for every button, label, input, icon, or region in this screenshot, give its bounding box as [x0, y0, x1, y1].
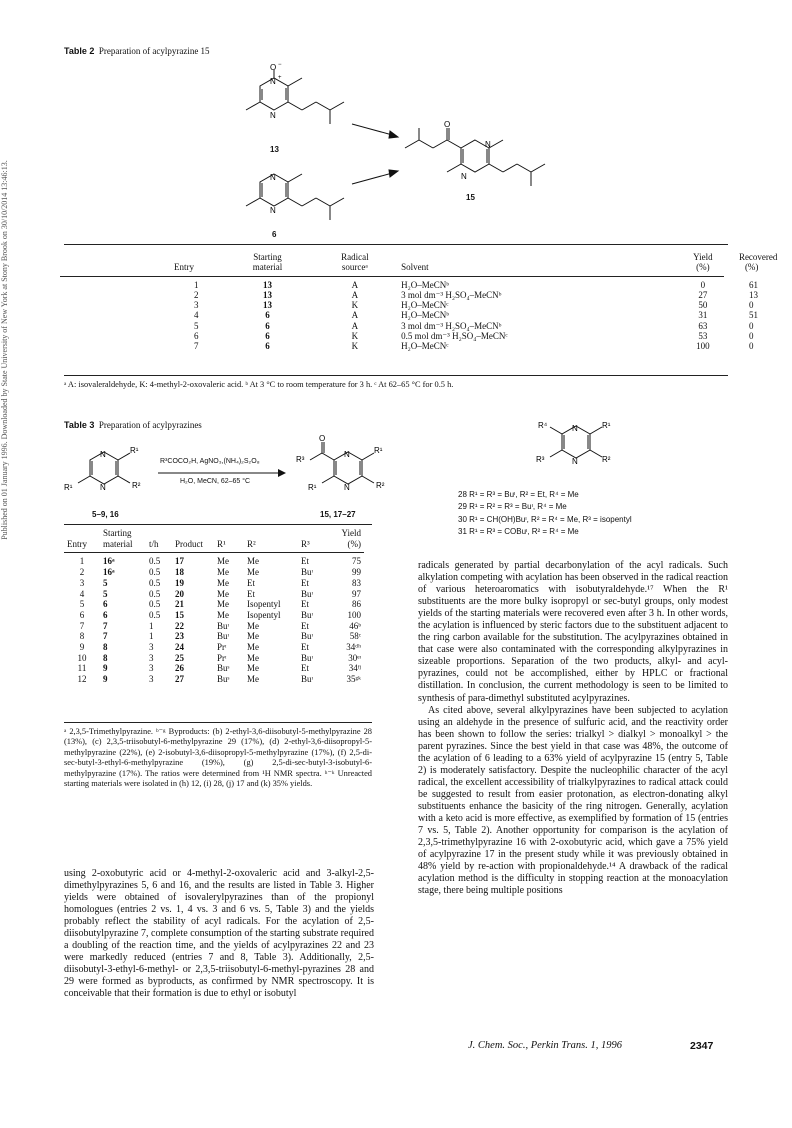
byproduct-29: 29 R¹ = R² = R³ = Buᶦ, R⁴ = Me — [458, 502, 567, 512]
table2-cell-source: K — [351, 341, 359, 352]
svg-text:R²: R² — [132, 481, 141, 490]
table3-header-r2: R² — [247, 538, 256, 549]
table2-cell-solvent: 3 mol dm⁻³ H₂SO₄–MeCNᵇ — [401, 320, 502, 331]
table3-cell-yield: 34ᵈʰ — [346, 642, 361, 653]
byproduct-28: 28 R¹ = R³ = Buᶦ, R² = Et, R⁴ = Me — [458, 490, 579, 499]
svg-text:−: − — [278, 62, 282, 68]
table3-cell-entry: 11 — [77, 663, 87, 674]
table3-cell-entry: 3 — [79, 577, 85, 588]
table2 — [170, 252, 792, 352]
table2-header-source: sourceᵃ — [341, 262, 368, 273]
table3-cell-r1: Buᶦ — [217, 620, 229, 631]
table3-caption-label: Table 3 — [64, 420, 95, 430]
table3-cell-r1: Me — [217, 567, 229, 578]
table2-cell-entry: 6 — [193, 331, 199, 342]
table3-cell-r1: Buˢ — [217, 663, 230, 674]
table3-cell-material: 16ᵃ — [103, 556, 115, 567]
table3-cell-yield: 99 — [352, 567, 361, 578]
table3-cell-t: 0.5 — [149, 599, 161, 610]
compound-6-drawing — [240, 172, 360, 232]
table2-row — [170, 321, 792, 331]
table3-row — [64, 589, 364, 600]
table2-cell-entry: 1 — [193, 279, 199, 290]
table2-caption — [64, 46, 210, 56]
table3-cell-entry: 1 — [79, 556, 85, 567]
table3-cell-r1: Me — [217, 609, 229, 620]
table2-cell-recovered: 0 — [748, 320, 754, 331]
table3-cell-r3: Et — [301, 577, 309, 588]
table3-header-product: Product — [175, 538, 203, 549]
table3-header-row-2 — [64, 539, 364, 550]
table2-cell-recovered: 0 — [748, 300, 754, 311]
table2-cell-material: 13 — [263, 300, 273, 311]
table3-row — [64, 556, 364, 567]
table3-cell-r1: Me — [217, 556, 229, 567]
svg-text:R⁴: R⁴ — [538, 421, 548, 430]
table3-cell-t: 3 — [149, 674, 154, 685]
table3-start-label: 5–9, 16 — [92, 510, 119, 519]
table3-cell-product: 24 — [175, 642, 184, 653]
byproduct-30: 30 R¹ = CH(OH)Buᶦ, R² = R⁴ = Me, R³ = isopentyl — [458, 514, 632, 524]
table3-cell-r1: Prᶦ — [217, 652, 227, 663]
table2-bottom-rule — [64, 375, 728, 376]
table3-cell-yield: 34ᶠʲ — [348, 663, 361, 674]
journal-reference — [468, 1040, 622, 1051]
table3-header-yield-unit: (%) — [347, 538, 361, 549]
table3-cell-r3: Buᶦ — [301, 567, 313, 578]
table2-cell-solvent: 0.5 mol dm⁻³ H₂SO₄–MeCNᶜ — [401, 331, 508, 342]
table3-cell-r2: Me — [247, 674, 259, 685]
body-right-column — [418, 560, 728, 897]
table3-cell-product: 22 — [175, 620, 184, 631]
svg-text:R²: R² — [602, 455, 611, 464]
table2-cell-yield: 53 — [698, 331, 708, 342]
table3-cell-r2: Et — [247, 577, 255, 588]
table3-cell-r2: Me — [247, 556, 259, 567]
table3-cell-r1: Me — [217, 588, 229, 599]
table2-cell-recovered: 61 — [748, 279, 758, 290]
table2-header-material: material — [252, 262, 283, 273]
table3-cell-entry: 9 — [79, 642, 85, 653]
table3-cell-yield: 83 — [352, 577, 361, 588]
table2-row — [170, 290, 792, 300]
table3-cell-material: 9 — [103, 663, 108, 674]
table2-cell-yield: 31 — [698, 310, 708, 321]
table3-footnote: ᵃ 2,3,5-Trimethylpyrazine. ᵇ⁻ᵍ Byproducts: (b) 2-ethyl-3,6-diisobutyl-5-methylpyrazine 28 (13%), (c) 2,3,5-triisobutyl-6-methylpyrazine 29 (17%), (d) 2-ethyl-3,6-diisopropyl-5-methylpyrazine (22%), (e) 2-isobutyl-3,6-diisopropyl-5-methylpyrazine (17%), (f) 2,5-di-sec-butyl-3-ethyl-6-methylpyrazine (19%), (g) 2,5-di-sec-butyl-3-isobutyl-6-methylpyrazine (17%). The ratios were determined from ¹H NMR spectra. ʰ⁻ᵏ Unreacted starting materials were isolated in (h) 12, (i) 28, (j) 17 and (k) 35% yields. — [64, 727, 372, 789]
table3-header-material: material — [103, 538, 133, 549]
table3-header-starting: Starting — [103, 528, 132, 538]
table2-cell-yield: 63 — [698, 320, 708, 331]
table2-header-yield: Yield — [693, 252, 713, 262]
table3-cell-t: 0.5 — [149, 567, 161, 578]
table3-reagent-1: R³COCO₂H, AgNO₃,(NH₄)₂S₂O₈ — [160, 458, 260, 465]
table2-cell-material: 6 — [265, 341, 270, 352]
table2-cell-solvent: H₂O–MeCNᵇ — [401, 279, 450, 290]
compound-15-drawing — [405, 120, 555, 200]
table3-cell-yield: 86 — [352, 599, 361, 610]
byproduct-drawing — [530, 418, 640, 478]
table3-cell-entry: 7 — [79, 620, 85, 631]
table3-header-r3: R³ — [301, 538, 310, 549]
table3-cell-r1: Buˢ — [217, 674, 230, 685]
table3-arrow — [158, 468, 288, 478]
svg-text:N: N — [485, 140, 491, 149]
svg-text:N: N — [344, 450, 350, 459]
table3-row — [64, 621, 364, 632]
table2-header-starting: Starting — [253, 252, 282, 262]
table3-cell-r2: Me — [247, 652, 259, 663]
table3-cell-r1: Me — [217, 577, 229, 588]
table3-cell-entry: 12 — [77, 674, 87, 685]
table3-cell-entry: 2 — [79, 567, 85, 578]
table3-body — [64, 556, 364, 684]
compound-15-structure — [405, 120, 555, 205]
table3-row — [64, 631, 364, 642]
table3-row — [64, 674, 364, 685]
table3-product-label: 15, 17–27 — [320, 510, 356, 519]
svg-text:N: N — [100, 483, 106, 492]
table3-cell-r3: Et — [301, 620, 309, 631]
svg-text:R²: R² — [376, 481, 385, 490]
svg-text:N: N — [572, 457, 578, 466]
table3-cell-material: 5 — [103, 577, 108, 588]
table3-cell-t: 0.5 — [149, 609, 161, 620]
table2-cell-recovered: 13 — [748, 289, 758, 300]
table3-reagent-2: H₂O, MeCN, 62–65 °C — [180, 478, 251, 485]
table3-cell-r3: Et — [301, 599, 309, 610]
table3-cell-r3: Et — [301, 556, 309, 567]
table2-cell-material: 13 — [263, 279, 273, 290]
table3-cell-entry: 4 — [79, 588, 85, 599]
svg-text:R¹: R¹ — [64, 483, 73, 492]
table2-cell-entry: 5 — [193, 320, 199, 331]
body-left-column — [64, 868, 374, 1001]
table2-header-radical: Radical — [341, 252, 369, 262]
table2-cell-source: K — [351, 331, 359, 342]
journal-name: J. Chem. Soc., Perkin Trans. 1, 1996 — [468, 1040, 622, 1051]
table3-cell-t: 3 — [149, 663, 154, 674]
svg-text:R¹: R¹ — [130, 446, 139, 455]
table2-cell-yield: 27 — [698, 289, 708, 300]
table2-header-yield-unit: (%) — [696, 262, 710, 273]
table2-cell-entry: 2 — [193, 289, 199, 300]
table2-body — [170, 280, 792, 352]
table3-cell-entry: 8 — [79, 631, 85, 642]
svg-text:R¹: R¹ — [308, 483, 317, 492]
reaction-arrows — [350, 120, 410, 190]
table2-cell-material: 6 — [265, 310, 270, 321]
table3-cell-r3: Buᶦ — [301, 588, 313, 599]
byproduct-31: 31 R¹ = R³ = COBuᶦ, R² = R⁴ = Me — [458, 526, 579, 536]
table3-header-entry: Entry — [67, 538, 87, 549]
svg-text:N: N — [270, 77, 276, 86]
table2-cell-entry: 3 — [193, 300, 199, 311]
table3-cell-product: 20 — [175, 588, 184, 599]
compound-6-structure — [240, 172, 360, 237]
table3-cell-material: 6 — [103, 609, 108, 620]
table3-product-drawing — [296, 434, 406, 508]
table2-cell-material: 6 — [265, 331, 270, 342]
table3-cell-r1: Me — [217, 599, 229, 610]
table2-cell-source: A — [351, 310, 359, 321]
table3-cell-t: 3 — [149, 652, 154, 663]
table3-row — [64, 578, 364, 589]
table3-product-structure — [296, 434, 406, 513]
table3-cell-yield: 100 — [347, 609, 361, 620]
table3-cell-entry: 10 — [77, 652, 87, 663]
table3-cell-r3: Buᶦ — [301, 631, 313, 642]
table3-cell-t: 1 — [149, 631, 154, 642]
table3-cell-yield: 35ᵍᵏ — [346, 674, 361, 685]
svg-text:N: N — [100, 450, 106, 459]
table3-cell-r2: Et — [247, 588, 255, 599]
table3-cell-r2: Me — [247, 642, 259, 653]
table3-top-rule — [64, 524, 372, 525]
body-right-paragraph-2: As cited above, several alkylpyrazines have been subjected to acylation using an aldehyde in the presence of sulfuric acid, and the reactivity order has been shown to follow the series: trialkyl > dialkyl > monoalkyl > the parent pyrazines. Since the best yield in that case was 48%, the outcome of the acylation of 6 leading to a 63% yield of acylpyrazine 15 (entry 5, Table 2) is moderately satisfactory. Despite the nucleophilic character of the acyl radical, the excellent accessibility of trialkylpyrazines to radical attack could be suggested to result from easier protonation, as electron-donating alkyl substituents enhance the basicity of the ring nitrogen. Generally, acylation with a keto acid is more effective, as exemplified by formation of 15 (entries 7 vs. 5, Table 2). Another opportunity for comparison is the acylation of 2,3,5-trimethylpyrazine 16 with 2-oxobutyric acid, which gave a 75% yield of acylpyrazine 17 in the present study while it was previously obtained in 48% yield by re-action with propionaldehyde.¹⁴ A drawback of the radical acylation method is the difficulty in stopping reaction at the monoacylation stage, there being multiple positions — [418, 704, 728, 897]
table2-cell-solvent: 3 mol dm⁻³ H₂SO₄–MeCNᵇ — [401, 289, 502, 300]
table2-row — [170, 300, 792, 310]
page-number: 2347 — [690, 1040, 714, 1052]
table3-cell-r1: Prᶦ — [217, 642, 227, 653]
table3-cell-material: 7 — [103, 620, 108, 631]
table3-cell-t: 0.5 — [149, 588, 161, 599]
table3-cell-material: 7 — [103, 631, 108, 642]
table3-start-structure — [64, 446, 164, 511]
table3-cell-material: 8 — [103, 652, 108, 663]
svg-text:N: N — [270, 206, 276, 215]
table3-cell-r2: Isopentyl — [247, 609, 281, 620]
table2-row — [170, 341, 792, 351]
table3-cell-r2: Me — [247, 663, 259, 674]
compound-15-label: 15 — [466, 193, 475, 202]
table2-cell-entry: 4 — [193, 310, 199, 321]
table2-cell-solvent: H₂O–MeCNᶜ — [401, 300, 449, 311]
table2-cell-source: A — [351, 320, 359, 331]
table3-header-r1: R¹ — [217, 538, 226, 549]
table3-cell-yield: 58ᶜ — [349, 631, 361, 642]
compound-6-label: 6 — [272, 230, 277, 239]
table3-row — [64, 663, 364, 674]
table3-cell-material: 6 — [103, 599, 108, 610]
svg-text:+: + — [278, 75, 282, 81]
table3-cell-r2: Me — [247, 567, 259, 578]
table3-cell-yield: 46ᵇ — [349, 620, 361, 631]
table3-cell-t: 0.5 — [149, 577, 161, 588]
table3-cell-r3: Buᶦ — [301, 674, 313, 685]
table3-cell-yield: 75 — [352, 556, 361, 567]
table3-cell-r3: Buᶦ — [301, 609, 313, 620]
table3-row — [64, 567, 364, 578]
table3-cell-product: 25 — [175, 652, 184, 663]
svg-text:O: O — [319, 434, 326, 443]
table3-cell-yield: 97 — [352, 588, 361, 599]
table3-cell-r3: Et — [301, 663, 309, 674]
table3-bottom-rule — [64, 722, 372, 723]
table3-cell-product: 26 — [175, 663, 184, 674]
body-left-paragraph: using 2-oxobutyric acid or 4-methyl-2-oxovaleric acid and 3-alkyl-2,5-dimethylpyrazines 5, 6 and 16, and the results are listed in Table 3. Higher yields were obtained of isovalerylpyrazines than of the propionyl homologues (entries 2 vs. 1, 4 vs. 3 and 6 vs. 5, Table 3) and the yields probably reflect the stability of acyl radicals. For the acylation of 2,5-diisobutylpyrazine 7, complete consumption of the starting substrate required a doubling of the reaction time, and the yields of acylpyrazines 22 and 23 were markedly reduced (entries 7 and 8, Table 3). Additionally, 2,5-diisobutyl-3-ethyl-6-methyl- or 2,3,5-triisobutyl-6-methyl-pyrazines 28 and 29 were formed as byproducts, as confirmed by NMR spectroscopy. It is conceivable that their formation is due to ethyl or isobutyl — [64, 868, 374, 1000]
table3-cell-r2: Me — [247, 620, 259, 631]
table2-header-recovered-unit: (%) — [744, 262, 759, 273]
table2-cell-solvent: H₂O–MeCNᵇ — [401, 310, 450, 321]
svg-text:N: N — [270, 173, 276, 182]
table3-cell-t: 3 — [149, 642, 154, 653]
table2-cell-material: 13 — [263, 289, 273, 300]
table3-cell-t: 1 — [149, 620, 154, 631]
table3-start-drawing — [64, 446, 164, 506]
table3-cell-t: 0.5 — [149, 556, 161, 567]
table2-top-rule — [64, 244, 728, 245]
svg-text:O: O — [444, 120, 451, 129]
table2-cell-yield: 50 — [698, 300, 708, 311]
table2-cell-yield: 100 — [696, 341, 710, 352]
table3-caption-text: Preparation of acylpyrazines — [98, 420, 202, 430]
table3-cell-r2: Isopentyl — [247, 599, 281, 610]
table2-cell-entry: 7 — [193, 341, 199, 352]
svg-text:N: N — [461, 172, 467, 181]
table3-row — [64, 599, 364, 610]
table3-caption — [64, 420, 202, 430]
table3-cell-entry: 6 — [79, 609, 85, 620]
table2-cell-source: K — [351, 300, 359, 311]
body-right-paragraph-1: radicals generated by partial decarbonylation of the acyl radicals. Such alkylation competing with acylation has been observed in the radical reaction of various heteroaromatics with isobutyraldehyde.¹⁷ When the R¹ substituents are the more bulky isopropyl or sec-butyl groups, only modest yields of the starting materials were recovered even after 3 h. In other words, the acylation is influenced by steric factors due to the substituent adjacent to the ring carbon available for the substitution. The acylpyrazines obtained in that case were also contaminated with the corresponding alkylpyrazines in sizeable proportions. Separation of the two products, alkyl- and acyl-pyrazines, could not be accomplished, either by HPLC or fractional distillation. In conclusion, the current methodology is seen to be limited to synthesis of para-dimethyl substituted acylpyrazines. — [418, 560, 728, 704]
table2-cell-source: A — [351, 279, 359, 290]
table3-cell-product: 18 — [175, 567, 184, 578]
svg-text:N: N — [344, 483, 350, 492]
table2-caption-label: Table 2 — [64, 46, 95, 56]
table2-cell-source: A — [351, 289, 359, 300]
table3-row — [64, 653, 364, 664]
table2-cell-material: 6 — [265, 320, 270, 331]
svg-text:R³: R³ — [536, 455, 545, 464]
svg-text:R³: R³ — [296, 455, 305, 464]
table2-cell-yield: 0 — [700, 279, 706, 290]
table2-row — [170, 331, 792, 341]
table2-header-solvent: Solvent — [401, 262, 429, 273]
compound-13-drawing — [240, 62, 360, 162]
svg-text:R¹: R¹ — [374, 446, 383, 455]
table2-row — [170, 280, 792, 290]
table3-header-row — [64, 528, 364, 539]
table2-cell-recovered: 0 — [748, 331, 754, 342]
table3-cell-r3: Et — [301, 642, 309, 653]
table2-row — [170, 310, 792, 320]
table3-cell-r3: Buᶦ — [301, 652, 313, 663]
table2-cell-solvent: H₂O–MeCNᶜ — [401, 341, 449, 352]
table3-cell-product: 19 — [175, 577, 184, 588]
table2-cell-recovered: 0 — [748, 341, 754, 352]
table3-cell-product: 21 — [175, 599, 184, 610]
table3-header-yield: Yield — [341, 528, 361, 538]
table3-cell-r1: Buᶦ — [217, 631, 229, 642]
table2-cell-recovered: 51 — [748, 310, 758, 321]
table3-row — [64, 642, 364, 653]
table3-header-time: t/h — [149, 538, 159, 549]
table3-cell-entry: 5 — [79, 599, 85, 610]
svg-text:N: N — [572, 424, 578, 433]
byproduct-list — [458, 489, 632, 538]
table3-row — [64, 610, 364, 621]
table3-cell-r2: Me — [247, 631, 259, 642]
table2-footnote: ᵃ A: isovaleraldehyde, K: 4-methyl-2-oxovaleric acid. ᵇ At 3 °C to room temperature for 3 h. ᶜ At 62–65 °C for 0.5 h. — [64, 380, 454, 389]
table3 — [64, 528, 364, 685]
table3-cell-material: 5 — [103, 588, 108, 599]
byproduct-structure — [530, 418, 640, 483]
svg-text:O: O — [270, 63, 277, 72]
table2-header-entry: Entry — [174, 262, 194, 273]
table3-cell-product: 15 — [175, 609, 184, 620]
table2-header-row — [170, 252, 792, 262]
compound-13-label: 13 — [270, 145, 279, 154]
svg-text:R¹: R¹ — [602, 421, 611, 430]
compound-13-structure — [240, 62, 360, 167]
table3-cell-material: 8 — [103, 642, 108, 653]
table3-cell-material: 9 — [103, 674, 108, 685]
svg-text:N: N — [270, 111, 276, 120]
table3-cell-product: 17 — [175, 556, 184, 567]
download-notice: Published on 01 January 1996. Downloaded by State University of New York at Stony Brook on 30/10/2014 13:46:13. — [0, 160, 9, 540]
table2-caption-text: Preparation of acylpyrazine 15 — [98, 46, 210, 56]
table2-header-recovered: Recovered — [738, 252, 778, 262]
table3-cell-material: 16ᵃ — [103, 567, 115, 578]
table2-header-row-2 — [170, 262, 792, 272]
table3-cell-product: 23 — [175, 631, 184, 642]
table3-cell-yield: 30ᵉᶦ — [348, 652, 361, 663]
table3-cell-product: 27 — [175, 674, 184, 685]
